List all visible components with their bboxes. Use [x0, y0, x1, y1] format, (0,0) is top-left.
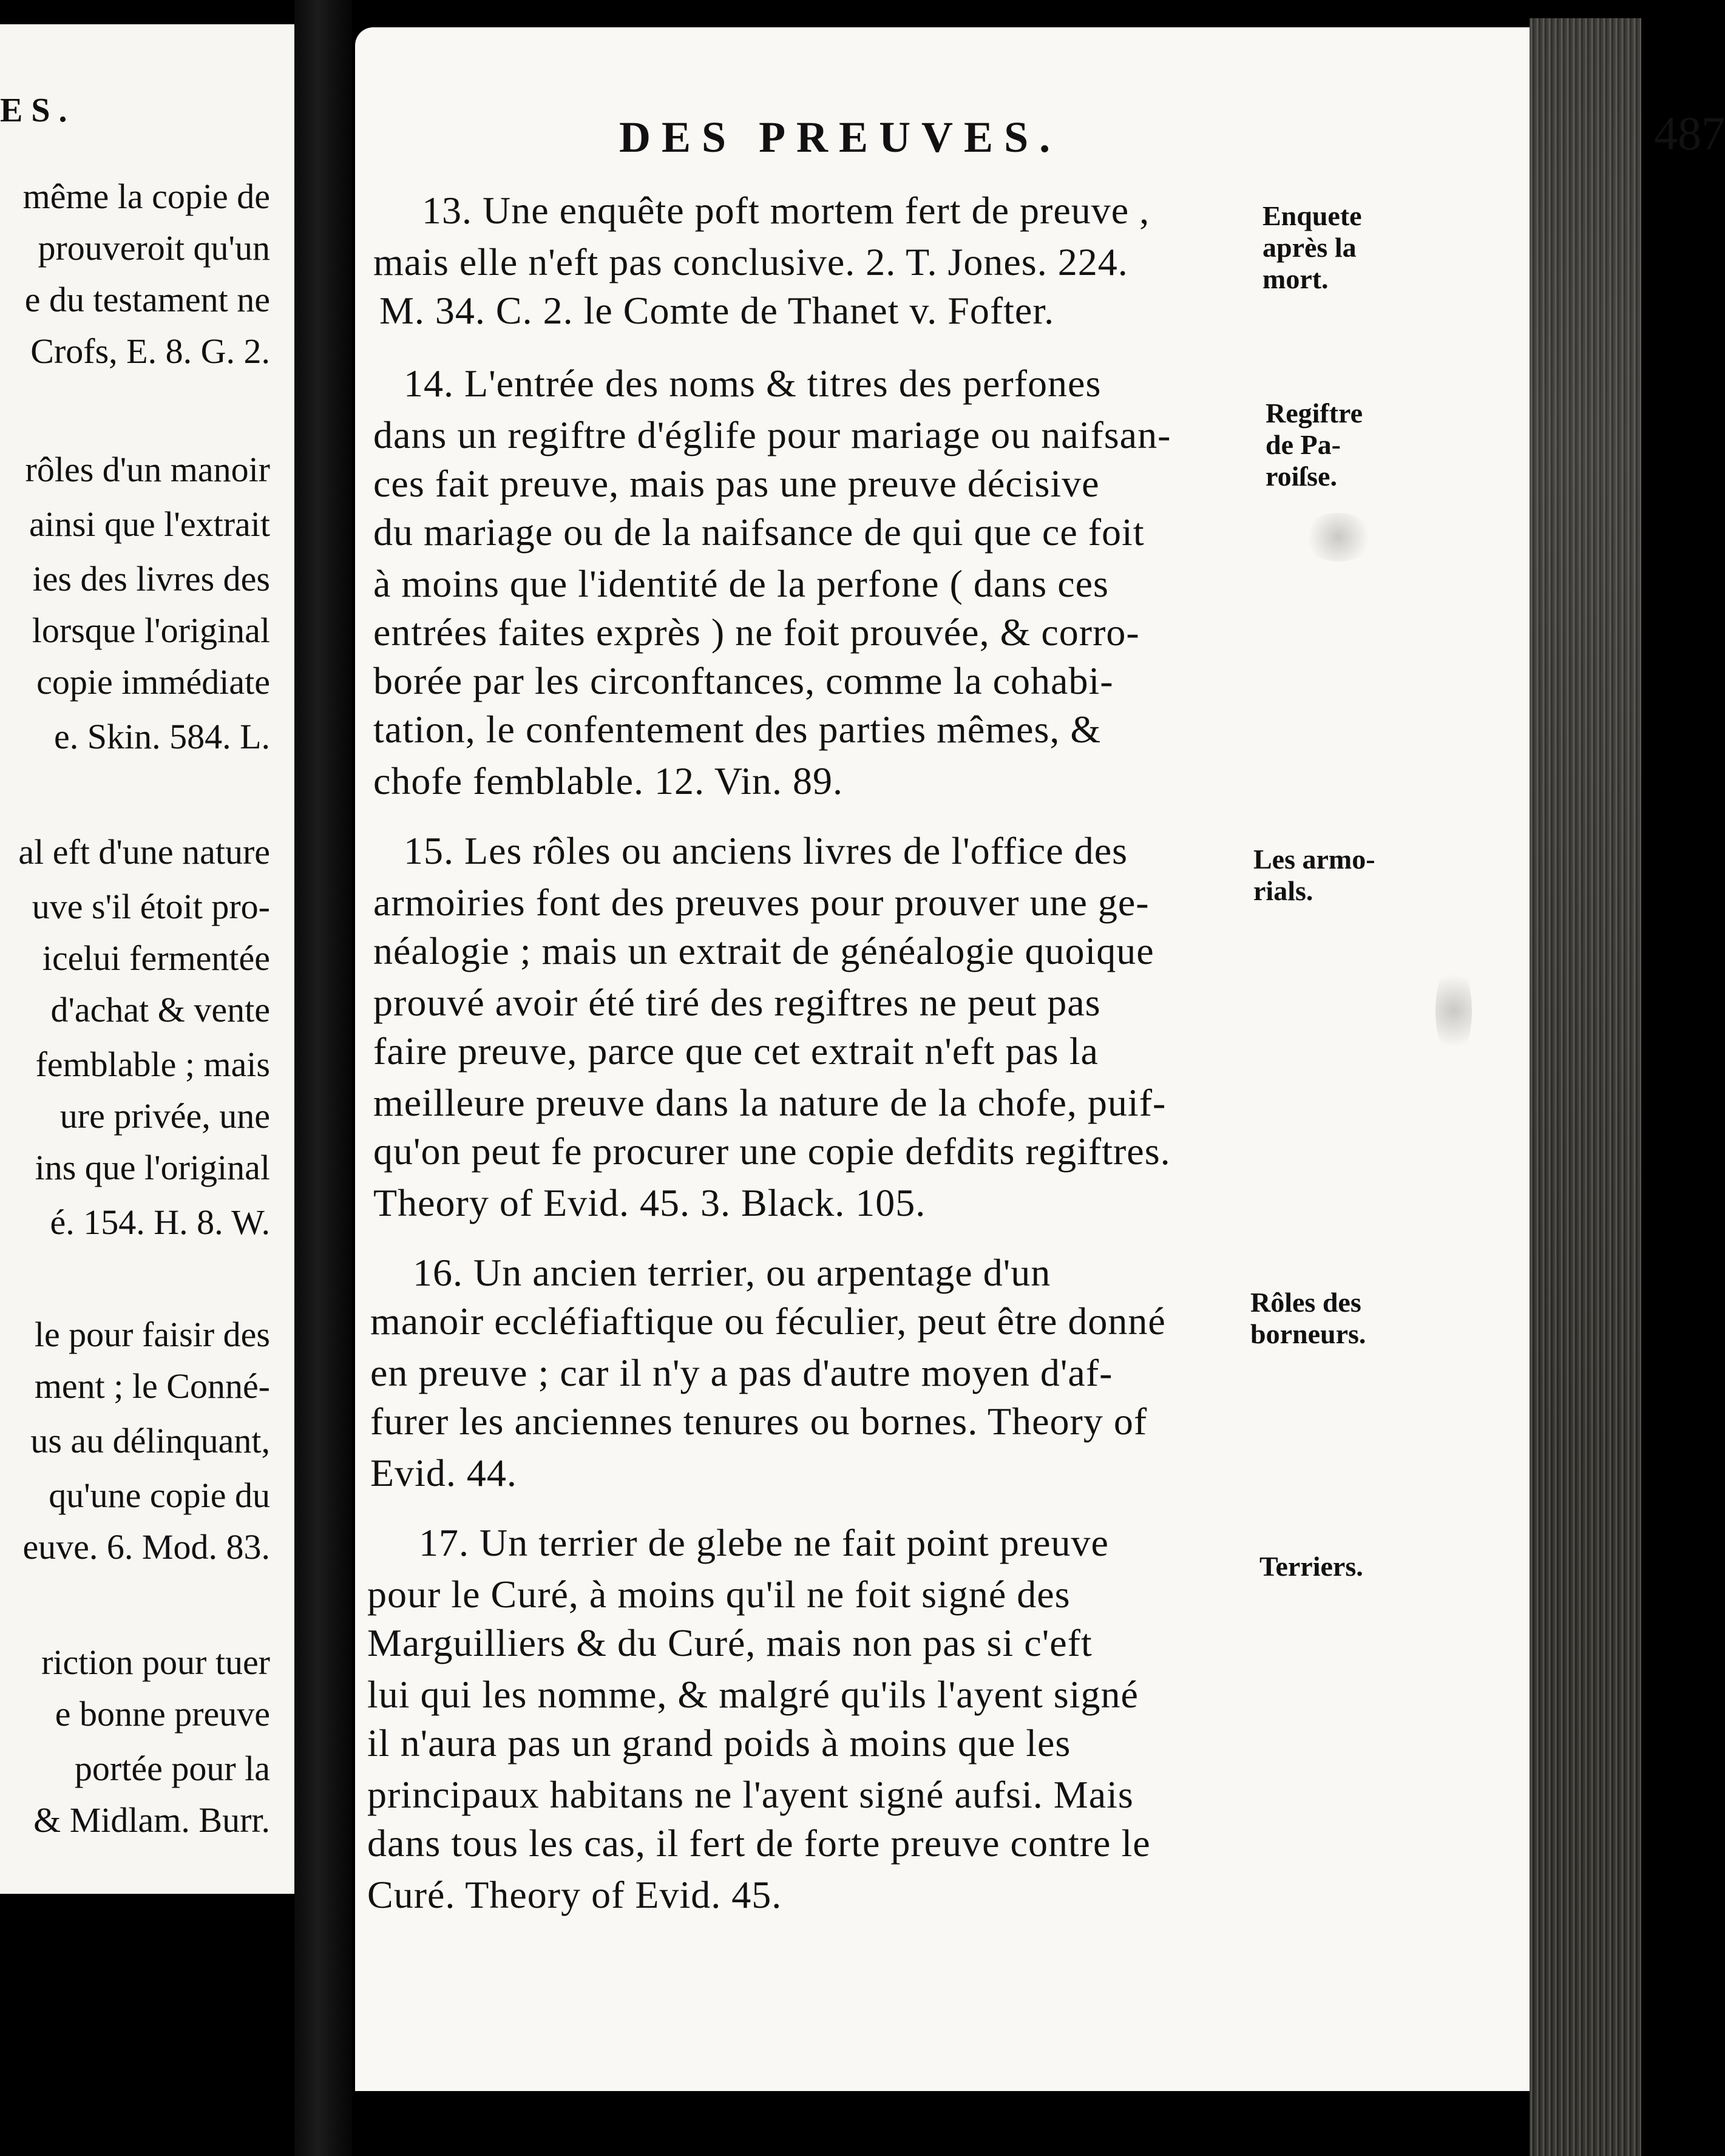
left-text-line: Crofs, E. 8. G. 2. — [30, 331, 270, 371]
body-text-line: Theory of Evid. 45. 3. Black. 105. — [373, 1181, 926, 1224]
margin-note-line: Regiftre — [1266, 398, 1363, 429]
body-text-line: borée par les circonftances, comme la cohabi- — [373, 659, 1114, 702]
margin-note-line: de Pa- — [1266, 429, 1341, 460]
left-text-line: portée pour la — [74, 1749, 270, 1788]
body-text-line: 13. Une enquête poft mortem fert de preuve , — [422, 189, 1150, 232]
body-text-line: manoir eccléfiaftique ou féculier, peut être donné — [370, 1300, 1166, 1343]
body-text-line: mais elle n'eft pas conclusive. 2. T. Jones. 224. — [373, 240, 1128, 283]
left-text-line: le pour faisir des — [34, 1315, 270, 1354]
body-text-line: qu'on peut fe procurer une copie defdits regiftres. — [373, 1130, 1171, 1173]
left-text-line: euve. 6. Mod. 83. — [22, 1527, 270, 1567]
margin-note — [1262, 200, 1362, 295]
page-block-edge — [1530, 18, 1641, 2156]
body-text-line: 16. Un ancien terrier, ou arpentage d'un — [413, 1251, 1051, 1294]
left-text-line: us au délinquant, — [30, 1421, 270, 1460]
body-text-line: dans un regiftre d'églife pour mariage ou naifsan- — [373, 413, 1171, 456]
left-text-line: e bonne preuve — [55, 1694, 270, 1734]
margin-note-line: rials. — [1253, 875, 1313, 906]
margin-note-line: Rôles des — [1250, 1287, 1361, 1318]
body-text-line: ces fait preuve, mais pas une preuve décisive — [373, 462, 1100, 505]
margin-note — [1259, 1551, 1363, 1582]
body-text-line: pour le Curé, à moins qu'il ne foit signé des — [367, 1573, 1071, 1616]
body-text-line: entrées faites exprès ) ne foit prouvée, & corro- — [373, 611, 1140, 654]
paper-smudge — [1302, 513, 1375, 561]
margin-note — [1266, 398, 1363, 492]
margin-note — [1250, 1287, 1366, 1350]
body-text-line: faire preuve, parce que cet extrait n'eft pas la — [373, 1029, 1099, 1073]
left-text-line: e. Skin. 584. L. — [53, 717, 270, 756]
left-text-line: prouveroit qu'un — [38, 228, 270, 268]
body-text-line: tation, le confentement des parties mêmes, & — [373, 708, 1102, 751]
left-text-line: femblable ; mais — [35, 1045, 270, 1084]
body-text-line: en preuve ; car il n'y a pas d'autre moyen d'af- — [370, 1351, 1113, 1394]
book-gutter — [294, 0, 352, 2156]
body-text-line: lui qui les nomme, & malgré qu'ils l'ayent signé — [367, 1673, 1139, 1716]
body-text-line: Curé. Theory of Evid. 45. — [367, 1873, 782, 1916]
left-text-line: icelui fermentée — [42, 938, 270, 978]
left-text-line: ins que l'original — [35, 1148, 270, 1187]
margin-note-line: Terriers. — [1259, 1551, 1363, 1582]
left-text-line: uve s'il étoit pro- — [32, 887, 270, 926]
margin-note-line: Les armo- — [1253, 844, 1375, 875]
margin-note-line: Enquete — [1262, 200, 1362, 231]
left-text-line: & Midlam. Burr. — [33, 1800, 270, 1840]
body-text-line: à moins que l'identité de la perfone ( dans ces — [373, 562, 1109, 605]
body-text-line: meilleure preuve dans la nature de la chofe, puif- — [373, 1081, 1167, 1124]
body-text-line: Evid. 44. — [370, 1451, 517, 1494]
left-text-line: ure privée, une — [59, 1096, 270, 1136]
body-text-line: M. 34. C. 2. le Comte de Thanet v. Fofter. — [379, 289, 1055, 332]
left-text-line: ies des livres des — [32, 559, 270, 598]
left-page — [0, 24, 294, 1894]
body-text-line: 15. Les rôles ou anciens livres de l'office des — [404, 829, 1128, 872]
body-text-line: du mariage ou de la naifsance de qui que ce foit — [373, 510, 1145, 554]
left-text-line: qu'une copie du — [49, 1476, 270, 1515]
left-text-line: copie immédiate — [36, 662, 270, 702]
left-text-line: rôles d'un manoir — [25, 450, 270, 489]
body-text-line: il n'aura pas un grand poids à moins que les — [367, 1721, 1071, 1764]
paper-smudge — [1435, 962, 1472, 1059]
body-text-line: prouvé avoir été tiré des regiftres ne peut pas — [373, 981, 1101, 1024]
left-text-line: riction pour tuer — [41, 1642, 270, 1682]
left-text-line: ment ; le Conné- — [34, 1366, 270, 1406]
margin-note-line: mort. — [1262, 263, 1329, 294]
left-text-line: ainsi que l'extrait — [29, 504, 270, 544]
margin-note-line: borneurs. — [1250, 1318, 1366, 1349]
body-text-line: chofe femblable. 12. Vin. 89. — [373, 759, 843, 802]
body-text-line: dans tous les cas, il fert de forte preuve contre le — [367, 1822, 1151, 1865]
margin-note — [1253, 844, 1375, 907]
running-head: DES PREUVES. — [619, 113, 1062, 161]
left-text-line: é. 154. H. 8. W. — [50, 1202, 270, 1242]
left-running-head: ES. — [0, 92, 76, 129]
page-number: 487 — [1654, 107, 1725, 160]
right-page — [355, 27, 1725, 2091]
margin-note-line: après la — [1262, 232, 1357, 263]
left-text-line: al eft d'une nature — [18, 832, 270, 872]
left-text-line: lorsque l'original — [32, 611, 270, 650]
body-text-line: armoiries font des preuves pour prouver une ge- — [373, 881, 1150, 924]
left-text-line: d'achat & vente — [50, 990, 270, 1029]
left-text-line: même la copie de — [22, 177, 270, 216]
body-text-line: furer les anciennes tenures ou bornes. Theory of — [370, 1400, 1148, 1443]
left-text-line: e du testament ne — [24, 280, 270, 319]
body-text-line: 14. L'entrée des noms & titres des perfones — [404, 362, 1102, 405]
body-text-line: principaux habitans ne l'ayent signé aufsi. Mais — [367, 1773, 1134, 1816]
body-text-line: 17. Un terrier de glebe ne fait point preuve — [419, 1521, 1109, 1564]
body-text-line: Marguilliers & du Curé, mais non pas si c'eft — [367, 1621, 1093, 1664]
margin-note-line: roiſse. — [1266, 461, 1337, 492]
body-text-line: néalogie ; mais un extrait de généalogie quoique — [373, 929, 1154, 972]
